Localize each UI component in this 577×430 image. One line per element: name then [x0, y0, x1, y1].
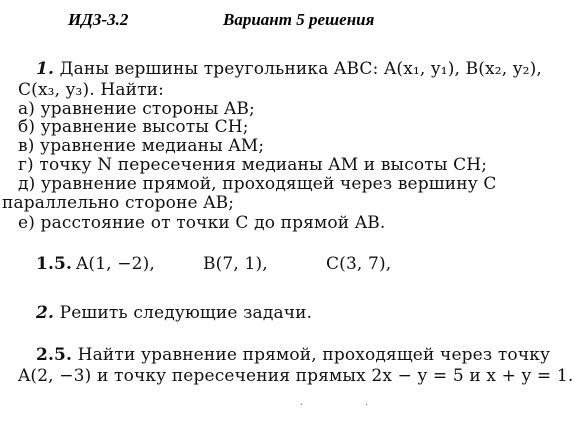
point-c: C(3, 7), — [326, 254, 392, 274]
task2-5-line-2: A(2, −3) и точку пересечения прямых 2x − y = 5 и x + y = 1. — [18, 366, 574, 386]
task2-number: 2. — [36, 303, 55, 323]
task1-number: 1. — [36, 59, 55, 79]
task1-item-v: в) уравнение медианы AM; — [18, 136, 265, 156]
variant-heading: Вариант 5 решения — [223, 10, 375, 29]
variant-1-5-number: 1.5. — [36, 254, 73, 274]
task2-text: Решить следующие задачи. — [59, 303, 313, 323]
task1-item-a: а) уравнение стороны AB; — [18, 99, 255, 119]
document-title: ИДЗ-3.2 — [68, 10, 129, 29]
task1-text-1: Даны вершины треугольника ABC: A(x₁, y₁), B(x₂, y₂), — [59, 59, 542, 79]
task2-5-text-1: Найти уравнение прямой, проходящей через точку — [77, 345, 551, 365]
scan-speck: · — [300, 400, 304, 411]
task2-5-line-1 — [36, 346, 550, 364]
task1-line-1 — [36, 60, 542, 78]
task1-item-b: б) уравнение высоты CH; — [18, 117, 249, 137]
task1-item-e: е) расстояние от точки C до прямой AB. — [18, 213, 386, 233]
point-b: B(7, 1), — [203, 254, 268, 274]
task2-line — [36, 304, 312, 322]
task1-item-g: г) точку N пересечения медианы AM и высоты CH; — [18, 155, 488, 175]
task1-item-d-cont: параллельно стороне AB; — [2, 193, 235, 213]
task1-item-d: д) уравнение прямой, проходящей через вершину C — [18, 174, 497, 194]
task2-5-number: 2.5. — [36, 345, 73, 365]
point-a: A(1, −2), — [76, 254, 155, 274]
task1-line-2: C(x₃, y₃). Найти: — [18, 80, 165, 100]
scan-speck: · — [365, 400, 369, 411]
